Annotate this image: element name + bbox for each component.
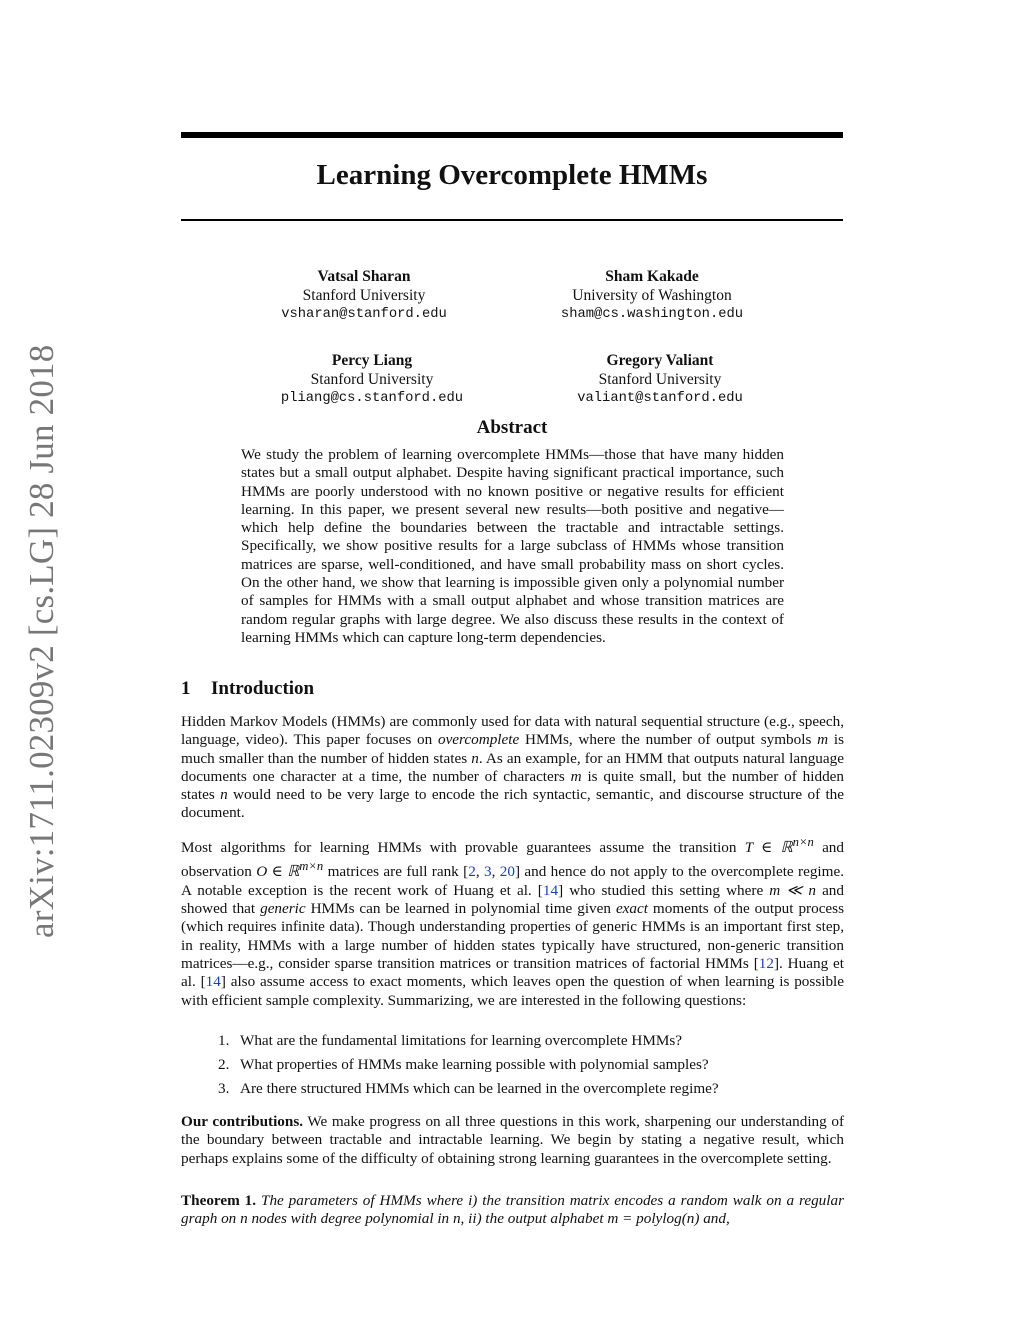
author-affiliation: University of Washington <box>572 287 732 304</box>
text-run: moments of the output process (which requires infinite data). Though understanding properties of generic HMMs is an important first step, in reality, HMMs with a large number of hidden states typically have structured, non-generic transition matrices—e.g., consider sparse transition matrices or transition matrices of factorial HMMs [ <box>181 900 844 972</box>
citation-link[interactable]: 3 <box>483 863 492 881</box>
text-run: ] also assume access to exact moments, which leaves open the question of when learning is possible with efficient sample complexity. Summarizing, we are interested in the following questions: <box>181 973 844 1009</box>
author-email: pliang@cs.stanford.edu <box>280 391 464 406</box>
title-bottom-rule <box>181 219 843 221</box>
text-run: matrices are full rank [ <box>323 863 469 881</box>
author-email: vsharan@stanford.edu <box>281 307 447 322</box>
theorem-statement: The parameters of HMMs where i) the transition matrix encodes a random walk on a regular graph on n nodes with degree polynomial in n, ii) the output alphabet m = polylog(n) and, <box>181 1192 844 1228</box>
author-block <box>219 267 509 324</box>
citation-link[interactable]: 12 <box>758 954 774 972</box>
text-run: ] and hence do not apply to the overcomplete regime. A notable exception is the recent work of Huang et al. [ <box>181 863 844 899</box>
math-symbol: m <box>817 731 829 749</box>
text-run: Most algorithms for learning HMMs with provable guarantees assume the transition <box>181 839 745 857</box>
list-number: 1. <box>218 1032 230 1049</box>
math-expression: O ∈ ℝ <box>256 863 300 881</box>
emphasis: generic <box>260 900 306 918</box>
text-run: , <box>491 863 500 881</box>
citation-link[interactable]: 14 <box>205 973 221 991</box>
paragraph-lead: Our contributions. <box>181 1113 304 1130</box>
arxiv-side-stamp: arXiv:1711.02309v2 [cs.LG] 28 Jun 2018 <box>22 344 61 938</box>
math-expression: T ∈ ℝ <box>744 839 793 857</box>
text-run: and showed that <box>181 881 844 918</box>
author-email: valiant@stanford.edu <box>577 391 743 406</box>
citation-link[interactable]: 14 <box>542 881 559 899</box>
text-run: We make progress on all three questions in this work, sharpening our understanding of the boundary between tractable and intractable learning. We begin by stating a negative result, which perhaps explains some of the difficulty of obtaining strong learning guarantees in the overcomplete setting. <box>181 1113 844 1167</box>
text-run: is much smaller than the number of hidden states <box>181 731 844 767</box>
math-superscript: m×n <box>299 859 324 874</box>
math-superscript: n×n <box>792 835 814 849</box>
list-number: 3. <box>218 1079 230 1097</box>
list-item <box>218 1080 838 1098</box>
text-run: . As an example, for an HMM that outputs natural language documents one character at a time, the number of characters <box>181 749 844 785</box>
list-item-text: Are there structured HMMs which can be learned in the overcomplete regime? <box>240 1079 719 1097</box>
theorem-label: Theorem 1. <box>181 1192 257 1209</box>
questions-list <box>218 1032 838 1104</box>
contributions-paragraph <box>181 1113 844 1168</box>
citation-link[interactable]: 20 <box>499 863 515 881</box>
author-name: Sham Kakade <box>605 268 699 285</box>
list-item <box>218 1056 838 1074</box>
section-number: 1 <box>181 678 191 699</box>
list-number: 2. <box>218 1055 230 1073</box>
text-run: is quite small, but the number of hidden states <box>181 767 844 804</box>
emphasis: overcomplete <box>437 731 520 749</box>
list-item <box>218 1032 838 1050</box>
math-symbol: n <box>220 786 228 804</box>
text-run: HMMs can be learned in polynomial time given <box>305 900 616 918</box>
author-block <box>507 267 797 324</box>
author-affiliation: Stanford University <box>598 371 722 388</box>
math-symbol: m <box>570 767 582 785</box>
text-run: , <box>475 863 484 881</box>
paper-title: Learning Overcomplete HMMs <box>316 159 708 191</box>
author-name: Percy Liang <box>331 352 413 369</box>
author-affiliation: Stanford University <box>310 371 434 388</box>
citation-link[interactable]: 2 <box>468 863 476 881</box>
emphasis: exact <box>615 900 648 918</box>
text-run: and observation <box>181 839 844 881</box>
text-run: ]. Huang et al. [ <box>181 954 844 991</box>
author-name: Gregory Valiant <box>606 352 714 369</box>
intro-paragraph-2 <box>181 833 844 1010</box>
title-top-rule <box>181 132 843 138</box>
author-email: sham@cs.washington.edu <box>560 307 744 322</box>
list-item-text: What are the fundamental limitations for learning overcomplete HMMs? <box>240 1032 682 1049</box>
author-block <box>515 351 805 408</box>
abstract-heading: Abstract <box>476 417 548 438</box>
text-run: ] who studied this setting where <box>558 881 770 899</box>
section-title: Introduction <box>211 678 315 699</box>
math-symbol: n <box>471 749 479 767</box>
author-block <box>227 351 517 408</box>
intro-paragraph-1 <box>181 713 844 823</box>
theorem-paragraph <box>181 1192 844 1229</box>
math-expression: m ≪ n <box>769 881 816 899</box>
text-run: HMMs, where the number of output symbols <box>519 731 818 749</box>
author-affiliation: Stanford University <box>302 287 426 304</box>
text-run: would need to be very large to encode the rich syntactic, semantic, and discourse structure of the document. <box>181 786 844 822</box>
abstract-text: We study the problem of learning overcomplete HMMs—those that have many hidden states but a small output alphabet. Despite having significant practical importance, such HMMs are poorly understood with no known positive or negative results for efficient learning. In this paper, we present several new results—both positive and negative—which help define the boundaries between the tractable and intractable settings. Specifically, we show positive results for a large subclass of HMMs whose transition matrices are sparse, well-conditioned, and have small probability mass on short cycles. On the other hand, we show that learning is impossible given only a polynomial number of samples for HMMs with a small output alphabet and whose transition matrices are random regular graphs with large degree. We also discuss these results in the context of learning HMMs which can capture long-term dependencies. <box>241 446 784 646</box>
list-item-text: What properties of HMMs make learning possible with polynomial samples? <box>240 1055 709 1073</box>
section-heading <box>181 678 314 700</box>
text-run: Hidden Markov Models (HMMs) are commonly used for data with natural sequential structure (e.g., speech, language, video). This paper focuses on <box>181 713 844 749</box>
author-name: Vatsal Sharan <box>317 268 411 285</box>
